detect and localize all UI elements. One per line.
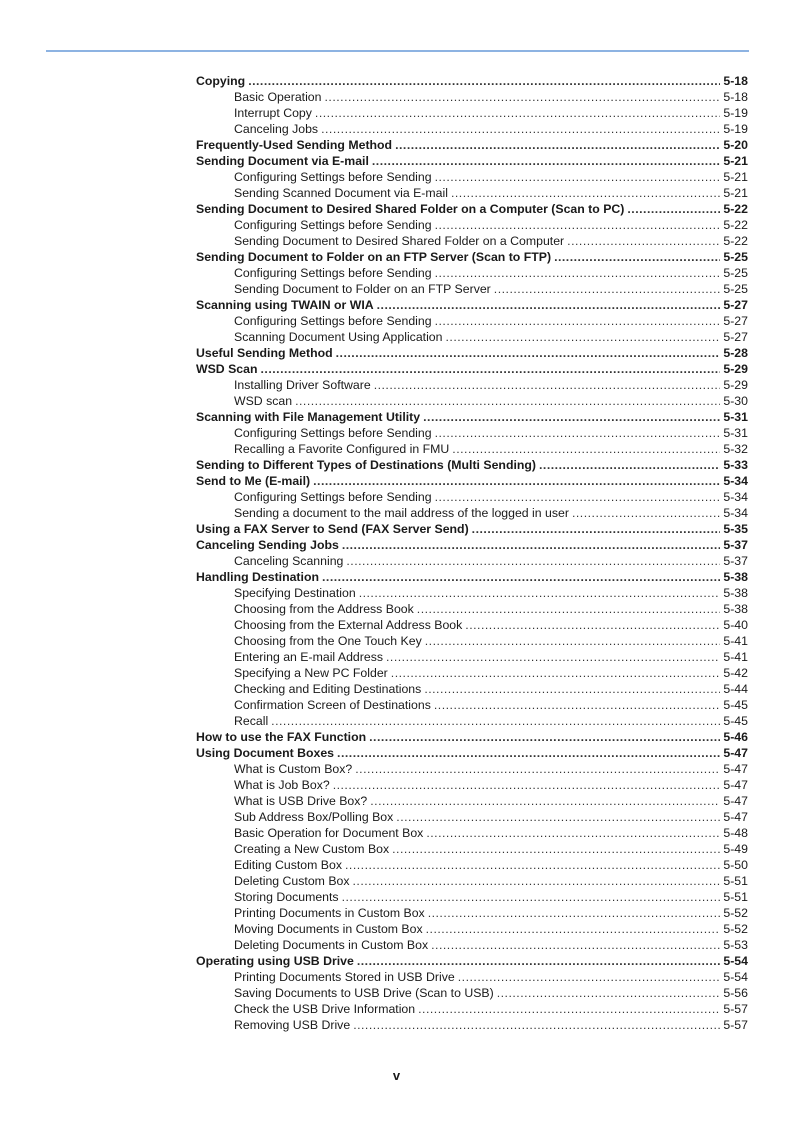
toc-entry-title: Sending Document to Folder on an FTP Server [234, 282, 491, 296]
toc-entry-page: 5-22 [723, 234, 748, 248]
toc-entry-page: 5-47 [723, 762, 748, 776]
toc-entry-page: 5-53 [723, 938, 748, 952]
toc-entry-page: 5-52 [723, 906, 748, 920]
table-of-contents [196, 73, 748, 1033]
toc-entry-page: 5-44 [723, 682, 748, 696]
toc-entry-title: Configuring Settings before Sending [234, 218, 432, 232]
toc-section-entry[interactable] [196, 409, 748, 425]
toc-subsection-entry[interactable] [196, 393, 748, 409]
toc-entry-page: 5-34 [723, 490, 748, 504]
toc-subsection-entry[interactable] [196, 121, 748, 137]
toc-leader-dots [359, 585, 721, 601]
toc-entry-page: 5-50 [723, 858, 748, 872]
toc-subsection-entry[interactable] [196, 601, 748, 617]
toc-leader-dots [431, 937, 720, 953]
toc-entry-page: 5-21 [723, 170, 748, 184]
toc-leader-dots [386, 649, 720, 665]
toc-entry-page: 5-29 [723, 362, 748, 376]
toc-entry-title: Sending Document via E-mail [196, 154, 369, 168]
toc-subsection-entry[interactable] [196, 697, 748, 713]
toc-entry-page: 5-38 [723, 586, 748, 600]
toc-entry-title: What is Job Box? [234, 778, 330, 792]
toc-entry-page: 5-57 [723, 1018, 748, 1032]
toc-entry-title: WSD Scan [196, 362, 258, 376]
toc-leader-dots [572, 505, 720, 521]
toc-entry-page: 5-38 [723, 570, 748, 584]
toc-entry-page: 5-21 [723, 154, 748, 168]
toc-entry-page: 5-28 [723, 346, 748, 360]
toc-entry-page: 5-56 [723, 986, 748, 1000]
toc-entry-page: 5-35 [723, 522, 748, 536]
toc-subsection-entry[interactable] [196, 377, 748, 393]
toc-subsection-entry[interactable] [196, 761, 748, 777]
toc-entry-page: 5-27 [723, 330, 748, 344]
toc-entry-page: 5-52 [723, 922, 748, 936]
toc-leader-dots [395, 137, 720, 153]
toc-leader-dots [337, 745, 720, 761]
toc-leader-dots [315, 105, 720, 121]
toc-entry-title: Scanning Document Using Application [234, 330, 443, 344]
toc-entry-title: Deleting Documents in Custom Box [234, 938, 429, 952]
toc-entry-title: Sending Document to Desired Shared Folder on a Computer (Scan to PC) [196, 202, 625, 216]
toc-subsection-entry[interactable] [196, 425, 748, 441]
toc-entry-page: 5-42 [723, 666, 748, 680]
toc-section-entry[interactable] [196, 249, 748, 265]
toc-subsection-entry[interactable] [196, 489, 748, 505]
toc-entry-page: 5-45 [723, 714, 748, 728]
toc-entry-page: 5-41 [723, 650, 748, 664]
toc-entry-title: Basic Operation for Document Box [234, 826, 424, 840]
toc-section-entry[interactable] [196, 537, 748, 553]
toc-entry-title: Configuring Settings before Sending [234, 266, 432, 280]
toc-leader-dots [342, 889, 721, 905]
toc-leader-dots [452, 441, 720, 457]
toc-entry-page: 5-57 [723, 1002, 748, 1016]
toc-leader-dots [494, 281, 721, 297]
toc-subsection-entry[interactable] [196, 505, 748, 521]
toc-entry-title: Copying [196, 74, 246, 88]
toc-entry-page: 5-51 [723, 890, 748, 904]
toc-entry-page: 5-48 [723, 826, 748, 840]
toc-leader-dots [357, 953, 721, 969]
toc-entry-title: Scanning using TWAIN or WIA [196, 298, 374, 312]
toc-leader-dots [248, 73, 720, 89]
toc-leader-dots [336, 345, 721, 361]
toc-leader-dots [497, 985, 721, 1001]
toc-entry-page: 5-29 [723, 378, 748, 392]
toc-section-entry[interactable] [196, 153, 748, 169]
toc-subsection-entry[interactable] [196, 921, 748, 937]
toc-entry-page: 5-20 [723, 138, 748, 152]
toc-leader-dots [396, 809, 720, 825]
toc-entry-title: How to use the FAX Function [196, 730, 367, 744]
toc-entry-title: Canceling Sending Jobs [196, 538, 339, 552]
toc-leader-dots [353, 1017, 720, 1033]
toc-entry-page: 5-33 [723, 458, 748, 472]
toc-subsection-entry[interactable] [196, 681, 748, 697]
toc-leader-dots [321, 121, 720, 137]
toc-leader-dots [369, 729, 720, 745]
toc-entry-page: 5-40 [723, 618, 748, 632]
toc-leader-dots [417, 601, 721, 617]
toc-entry-title: Send to Me (E-mail) [196, 474, 311, 488]
toc-entry-title: Installing Driver Software [234, 378, 371, 392]
toc-entry-title: Sending Scanned Document via E-mail [234, 186, 448, 200]
toc-subsection-entry[interactable] [196, 233, 748, 249]
toc-leader-dots [423, 409, 720, 425]
toc-entry-title: Using Document Boxes [196, 746, 335, 760]
toc-entry-title: Sub Address Box/Polling Box [234, 810, 394, 824]
toc-leader-dots [370, 793, 720, 809]
toc-entry-title: Frequently-Used Sending Method [196, 138, 393, 152]
toc-leader-dots [353, 873, 721, 889]
toc-entry-title: Printing Documents Stored in USB Drive [234, 970, 455, 984]
toc-entry-title: Handling Destination [196, 570, 319, 584]
toc-leader-dots [425, 633, 721, 649]
toc-leader-dots [392, 841, 720, 857]
toc-entry-page: 5-54 [723, 954, 748, 968]
toc-subsection-entry[interactable] [196, 857, 748, 873]
toc-leader-dots [567, 233, 720, 249]
toc-leader-dots [435, 265, 721, 281]
toc-leader-dots [333, 777, 721, 793]
toc-subsection-entry[interactable] [196, 889, 748, 905]
toc-subsection-entry[interactable] [196, 1001, 748, 1017]
toc-subsection-entry[interactable] [196, 89, 748, 105]
toc-subsection-entry[interactable] [196, 665, 748, 681]
toc-entry-title: Editing Custom Box [234, 858, 342, 872]
toc-entry-title: What is USB Drive Box? [234, 794, 368, 808]
toc-entry-title: Specifying Destination [234, 586, 356, 600]
toc-entry-page: 5-49 [723, 842, 748, 856]
toc-subsection-entry[interactable] [196, 441, 748, 457]
toc-entry-page: 5-54 [723, 970, 748, 984]
toc-entry-page: 5-47 [723, 746, 748, 760]
toc-leader-dots [426, 921, 721, 937]
toc-subsection-entry[interactable] [196, 825, 748, 841]
toc-entry-page: 5-18 [723, 90, 748, 104]
toc-entry-page: 5-34 [723, 474, 748, 488]
toc-entry-page: 5-19 [723, 106, 748, 120]
toc-entry-page: 5-47 [723, 778, 748, 792]
toc-leader-dots [271, 713, 720, 729]
toc-entry-page: 5-25 [723, 250, 748, 264]
toc-entry-page: 5-37 [723, 538, 748, 552]
toc-section-entry[interactable] [196, 345, 748, 361]
toc-leader-dots [435, 489, 721, 505]
toc-entry-title: Storing Documents [234, 890, 339, 904]
header-rule [46, 50, 749, 52]
toc-leader-dots [428, 905, 721, 921]
toc-leader-dots [539, 457, 720, 473]
toc-leader-dots [355, 761, 720, 777]
toc-entry-page: 5-25 [723, 282, 748, 296]
toc-subsection-entry[interactable] [196, 873, 748, 889]
toc-entry-page: 5-18 [723, 74, 748, 88]
toc-section-entry[interactable] [196, 745, 748, 761]
toc-subsection-entry[interactable] [196, 105, 748, 121]
toc-entry-page: 5-32 [723, 442, 748, 456]
toc-entry-title: WSD scan [234, 394, 293, 408]
toc-entry-page: 5-38 [723, 602, 748, 616]
toc-entry-title: Canceling Scanning [234, 554, 344, 568]
toc-subsection-entry[interactable] [196, 777, 748, 793]
toc-section-entry[interactable] [196, 569, 748, 585]
toc-entry-title: Choosing from the One Touch Key [234, 634, 422, 648]
toc-leader-dots [325, 89, 721, 105]
toc-entry-page: 5-27 [723, 314, 748, 328]
toc-leader-dots [554, 249, 720, 265]
toc-entry-title: Confirmation Screen of Destinations [234, 698, 431, 712]
toc-entry-page: 5-31 [723, 410, 748, 424]
toc-leader-dots [426, 825, 720, 841]
toc-leader-dots [435, 425, 721, 441]
toc-leader-dots [322, 569, 720, 585]
toc-subsection-entry[interactable] [196, 841, 748, 857]
toc-subsection-entry[interactable] [196, 905, 748, 921]
toc-leader-dots [377, 297, 721, 313]
toc-section-entry[interactable] [196, 201, 748, 217]
toc-subsection-entry[interactable] [196, 313, 748, 329]
toc-entry-page: 5-47 [723, 794, 748, 808]
toc-subsection-entry[interactable] [196, 281, 748, 297]
toc-entry-title: Sending Document to Desired Shared Folder on a Computer [234, 234, 565, 248]
toc-subsection-entry[interactable] [196, 793, 748, 809]
toc-subsection-entry[interactable] [196, 617, 748, 633]
toc-entry-title: Moving Documents in Custom Box [234, 922, 423, 936]
toc-entry-title: Choosing from the Address Book [234, 602, 414, 616]
toc-entry-title: Canceling Jobs [234, 122, 319, 136]
toc-leader-dots [435, 217, 721, 233]
toc-entry-page: 5-47 [723, 810, 748, 824]
page-number: v [392, 1068, 401, 1083]
toc-entry-title: Configuring Settings before Sending [234, 170, 432, 184]
toc-entry-title: Interrupt Copy [234, 106, 312, 120]
toc-leader-dots [391, 665, 721, 681]
toc-entry-title: Specifying a New PC Folder [234, 666, 388, 680]
toc-entry-page: 5-27 [723, 298, 748, 312]
toc-subsection-entry[interactable] [196, 633, 748, 649]
toc-entry-page: 5-37 [723, 554, 748, 568]
toc-entry-title: Sending to Different Types of Destinations (Multi Sending) [196, 458, 536, 472]
toc-subsection-entry[interactable] [196, 169, 748, 185]
toc-subsection-entry[interactable] [196, 713, 748, 729]
toc-subsection-entry[interactable] [196, 969, 748, 985]
toc-entry-title: Basic Operation [234, 90, 322, 104]
toc-subsection-entry[interactable] [196, 937, 748, 953]
toc-entry-title: Operating using USB Drive [196, 954, 354, 968]
toc-entry-title: Sending Document to Folder on an FTP Server (Scan to FTP) [196, 250, 552, 264]
toc-leader-dots [458, 969, 721, 985]
toc-entry-title: Configuring Settings before Sending [234, 426, 432, 440]
toc-entry-title: Saving Documents to USB Drive (Scan to USB) [234, 986, 494, 1000]
toc-section-entry[interactable] [196, 521, 748, 537]
toc-entry-title: What is Custom Box? [234, 762, 353, 776]
toc-section-entry[interactable] [196, 361, 748, 377]
toc-section-entry[interactable] [196, 297, 748, 313]
toc-entry-title: Scanning with File Management Utility [196, 410, 421, 424]
toc-entry-page: 5-21 [723, 186, 748, 200]
toc-entry-page: 5-19 [723, 122, 748, 136]
toc-entry-title: Recall [234, 714, 269, 728]
toc-entry-page: 5-22 [723, 218, 748, 232]
toc-subsection-entry[interactable] [196, 217, 748, 233]
toc-entry-title: Removing USB Drive [234, 1018, 351, 1032]
toc-entry-page: 5-31 [723, 426, 748, 440]
toc-entry-page: 5-25 [723, 266, 748, 280]
toc-entry-title: Configuring Settings before Sending [234, 490, 432, 504]
toc-leader-dots [451, 185, 720, 201]
toc-section-entry[interactable] [196, 457, 748, 473]
toc-entry-page: 5-41 [723, 634, 748, 648]
toc-leader-dots [372, 153, 721, 169]
toc-subsection-entry[interactable] [196, 185, 748, 201]
toc-leader-dots [435, 169, 721, 185]
toc-entry-page: 5-22 [723, 202, 748, 216]
toc-entry-title: Entering an E-mail Address [234, 650, 384, 664]
toc-leader-dots [345, 857, 720, 873]
toc-leader-dots [346, 553, 720, 569]
toc-subsection-entry[interactable] [196, 1017, 748, 1033]
toc-subsection-entry[interactable] [196, 649, 748, 665]
toc-section-entry[interactable] [196, 729, 748, 745]
toc-section-entry[interactable] [196, 953, 748, 969]
toc-entry-page: 5-34 [723, 506, 748, 520]
toc-entry-title: Checking and Editing Destinations [234, 682, 422, 696]
toc-subsection-entry[interactable] [196, 585, 748, 601]
toc-section-entry[interactable] [196, 137, 748, 153]
toc-subsection-entry[interactable] [196, 329, 748, 345]
toc-entry-page: 5-30 [723, 394, 748, 408]
toc-leader-dots [434, 697, 721, 713]
toc-leader-dots [418, 1001, 720, 1017]
toc-leader-dots [261, 361, 721, 377]
toc-entry-title: Useful Sending Method [196, 346, 333, 360]
toc-entry-title: Creating a New Custom Box [234, 842, 390, 856]
toc-leader-dots [472, 521, 721, 537]
toc-leader-dots [424, 681, 720, 697]
toc-subsection-entry[interactable] [196, 809, 748, 825]
toc-entry-title: Deleting Custom Box [234, 874, 350, 888]
toc-entry-title: Choosing from the External Address Book [234, 618, 463, 632]
toc-subsection-entry[interactable] [196, 553, 748, 569]
toc-section-entry[interactable] [196, 73, 748, 89]
toc-entry-title: Recalling a Favorite Configured in FMU [234, 442, 450, 456]
toc-entry-page: 5-46 [723, 730, 748, 744]
toc-leader-dots [446, 329, 721, 345]
toc-leader-dots [342, 537, 721, 553]
toc-subsection-entry[interactable] [196, 265, 748, 281]
toc-entry-title: Configuring Settings before Sending [234, 314, 432, 328]
toc-leader-dots [465, 617, 720, 633]
toc-subsection-entry[interactable] [196, 985, 748, 1001]
toc-section-entry[interactable] [196, 473, 748, 489]
toc-leader-dots [627, 201, 720, 217]
toc-entry-title: Sending a document to the mail address of the logged in user [234, 506, 569, 520]
toc-entry-title: Check the USB Drive Information [234, 1002, 416, 1016]
toc-leader-dots [313, 473, 720, 489]
toc-leader-dots [374, 377, 721, 393]
toc-leader-dots [295, 393, 720, 409]
toc-entry-title: Printing Documents in Custom Box [234, 906, 425, 920]
toc-entry-page: 5-45 [723, 698, 748, 712]
toc-leader-dots [435, 313, 721, 329]
toc-entry-page: 5-51 [723, 874, 748, 888]
toc-entry-title: Using a FAX Server to Send (FAX Server Send) [196, 522, 469, 536]
